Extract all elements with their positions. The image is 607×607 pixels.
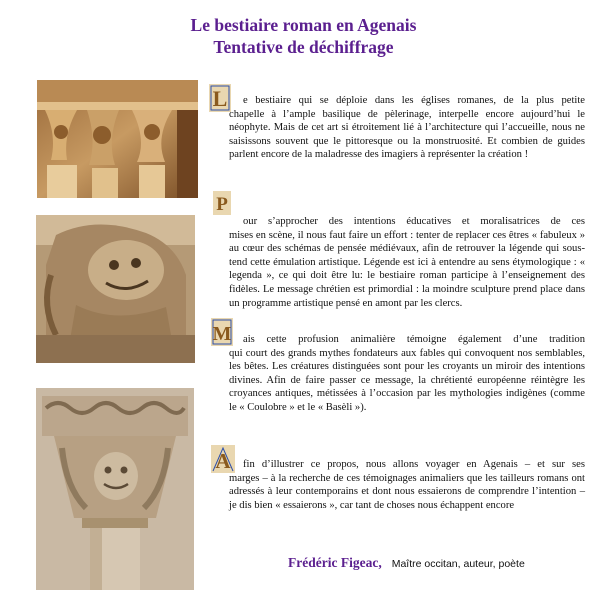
paragraph-4-first-line: fin d’illustrer ce propos, nous allons voyager en Agenais – et sur ses	[243, 459, 585, 470]
paragraph-tradition	[229, 333, 585, 415]
paragraph-1-first-line: e bestiaire qui se déploie dans les églises romanes, de la plus petite	[243, 95, 585, 106]
author-signature	[288, 554, 588, 572]
paragraph-2-first-line: our s’approcher des intentions éducatives et moralisatrices de ces	[243, 216, 585, 227]
title-line-1: Le bestiaire roman en Agenais	[190, 15, 417, 35]
paragraph-1-body: chapelle à l’ample basilique de pèlerinage, interpelle encore aujourd’hui le néophyte. Mais de cet art si étroitement lié à l’architecture qui l’accueille, nous ne saisissons souvent que le pittoresque ou la monstruosité. Et combien de guides parlent encore de la maladresse des imagiers à représenter la création !	[229, 108, 585, 161]
paragraph-3-body: qui court des grands mythes fondateurs aux fables qui convoquent nos semblables, les bêtes. Les créatures distinguées sont pour les croyants un miroir des intentions divines. Afin de faire passer ce message, la chrétienté européenne réintègre les croyances antiques, métissées à l’occasion par les mythologies indigènes (comme le « Coulobre » et le « Basèli »).	[229, 347, 585, 413]
paragraph-3-first-line: ais cette profusion animalière témoigne également d’une tradition	[243, 334, 585, 345]
dropcap-p-letter: P	[216, 194, 228, 215]
paragraph-approach	[229, 215, 585, 310]
carved-capital-with-mask-photo	[36, 388, 194, 590]
dropcap-l-letter: L	[212, 86, 228, 111]
dropcap-p-icon	[213, 191, 231, 215]
capitals-with-beasts-photo	[37, 80, 198, 198]
paragraph-journey	[229, 458, 585, 512]
dropcap-l-icon	[209, 84, 231, 112]
paragraph-intro	[229, 94, 585, 162]
document-title	[0, 14, 607, 58]
paragraph-2-body: mises en scène, il nous faut faire un effort : tenter de replacer ces êtres « fabuleux » au cœur des schémas de pensée médiévaux, afin de retrouver la légende qui sous-tend cette émulation artistique. Légende est ici à entendre au sens étymologique : « legenda », ce qui doit être lu: le bestiaire roman participe à l’enseignement des fidèles. Le message chrétien est primordial : la moindre sculpture prend place dans un programme artistique pensé en amont par les clercs.	[229, 229, 585, 309]
dropcap-m-letter: M	[212, 323, 232, 345]
author-role: Maître occitan, auteur, poète	[391, 558, 525, 570]
dropcap-a-letter: A	[215, 449, 231, 473]
grimacing-monster-sculpture-photo	[36, 215, 195, 363]
author-name: Frédéric Figeac,	[288, 555, 382, 570]
title-line-2: Tentative de déchiffrage	[213, 37, 394, 57]
paragraph-4-body: marges – à la recherche de ces témoignages animaliers que les tailleurs romans ont adressés à leur contemporains et dont nous essaierons de comprendre l’intention – je dis bien « essaierons », car tant de choses nous échappent encore	[229, 472, 585, 511]
